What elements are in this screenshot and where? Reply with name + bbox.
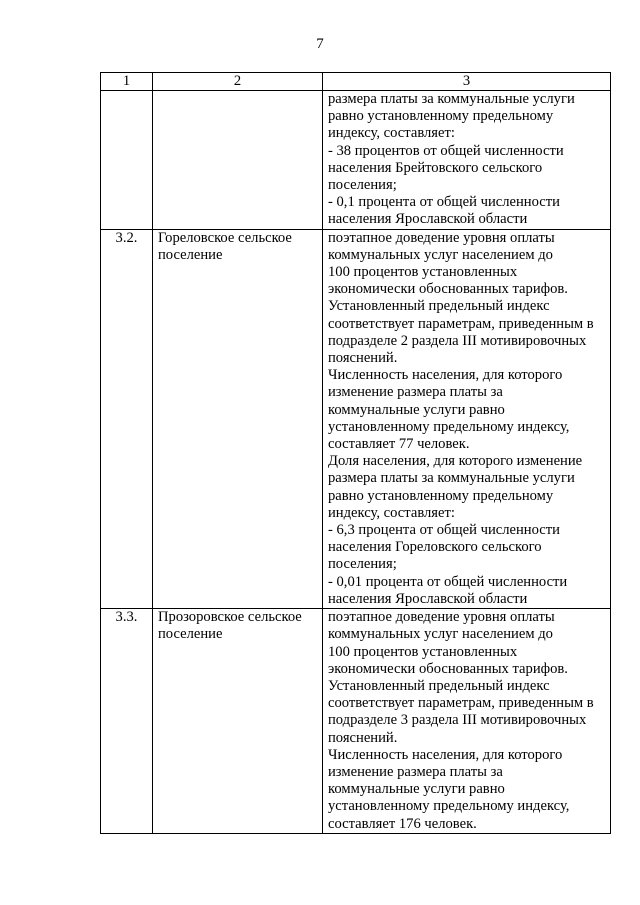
description-line: составляет 77 человек.: [328, 436, 470, 453]
table-header-row: [101, 73, 611, 91]
description-line: пояснений.: [328, 729, 398, 746]
description-line: подразделе 3 раздела III мотивировочных: [328, 712, 587, 729]
description-line: Установленный предельный индекс: [328, 298, 550, 315]
measure-description: [323, 229, 611, 608]
description-line: размера платы за коммунальные услуги: [328, 470, 575, 487]
settlement-name: [153, 609, 323, 834]
description-line: - 0,01 процента от общей численности: [328, 573, 568, 590]
column-header-2: 2: [153, 73, 323, 91]
description-line: - 0,1 процента от общей численности: [328, 194, 560, 211]
description-line: соответствует параметрам, приведенным в: [328, 315, 594, 332]
description-line: коммунальных услуг населением до: [328, 626, 553, 643]
table-row: [101, 609, 611, 834]
row-number: 3.3.: [101, 609, 153, 834]
settlement-name: [153, 91, 323, 230]
description-line: индексу, составляет:: [328, 125, 455, 142]
description-line: равно установленному предельному: [328, 487, 554, 504]
description-line: населения Брейтовского сельского: [328, 159, 543, 176]
description-line: Установленный предельный индекс: [328, 677, 550, 694]
row-number: 3.2.: [101, 229, 153, 608]
description-line: поселения;: [328, 556, 397, 573]
description-line: - 38 процентов от общей численности: [328, 142, 564, 159]
settlement-name-line: поселение: [158, 246, 223, 263]
row-number: [101, 91, 153, 230]
description-line: экономически обоснованных тарифов.: [328, 281, 568, 298]
description-line: коммунальные услуги равно: [328, 401, 505, 418]
description-line: подразделе 2 раздела III мотивировочных: [328, 332, 587, 349]
description-line: населения Гореловского сельского: [328, 539, 542, 556]
description-line: населения Ярославской области: [328, 211, 528, 228]
settlement-name: [153, 229, 323, 608]
description-line: - 6,3 процента от общей численности: [328, 522, 560, 539]
description-line: пояснений.: [328, 350, 398, 367]
description-line: Доля населения, для которого изменение: [328, 453, 583, 470]
description-line: размера платы за коммунальные услуги: [328, 91, 575, 107]
description-line: поселения;: [328, 177, 397, 194]
description-line: индексу, составляет:: [328, 504, 455, 521]
description-line: экономически обоснованных тарифов.: [328, 660, 568, 677]
settlement-name-line: Гореловское сельское: [158, 229, 292, 246]
description-line: установленному предельному индексу,: [328, 798, 570, 815]
description-line: установленному предельному индексу,: [328, 418, 570, 435]
description-line: равно установленному предельному: [328, 108, 554, 125]
description-line: Численность населения, для которого: [328, 746, 563, 763]
description-line: Численность населения, для которого: [328, 367, 563, 384]
description-line: изменение размера платы за: [328, 384, 503, 401]
description-line: населения Ярославской области: [328, 590, 528, 607]
description-line: соответствует параметрам, приведенным в: [328, 695, 594, 712]
description-line: 100 процентов установленных: [328, 643, 518, 660]
table-row: [101, 229, 611, 608]
document-table: [100, 72, 611, 834]
settlement-name-line: поселение: [158, 626, 223, 643]
description-line: изменение размера платы за: [328, 763, 503, 780]
description-line: 100 процентов установленных: [328, 264, 518, 281]
column-header-3: 3: [323, 73, 611, 91]
measure-description: [323, 91, 611, 230]
description-line: коммунальных услуг населением до: [328, 246, 553, 263]
description-line: составляет 176 человек.: [328, 815, 477, 832]
description-line: поэтапное доведение уровня оплаты: [328, 229, 555, 246]
column-header-1: 1: [101, 73, 153, 91]
table-row: [101, 91, 611, 230]
page-number: 7: [316, 36, 324, 52]
description-line: поэтапное доведение уровня оплаты: [328, 609, 555, 626]
measure-description: [323, 609, 611, 834]
settlement-name-line: Прозоровское сельское: [158, 609, 302, 626]
description-line: коммунальные услуги равно: [328, 781, 505, 798]
